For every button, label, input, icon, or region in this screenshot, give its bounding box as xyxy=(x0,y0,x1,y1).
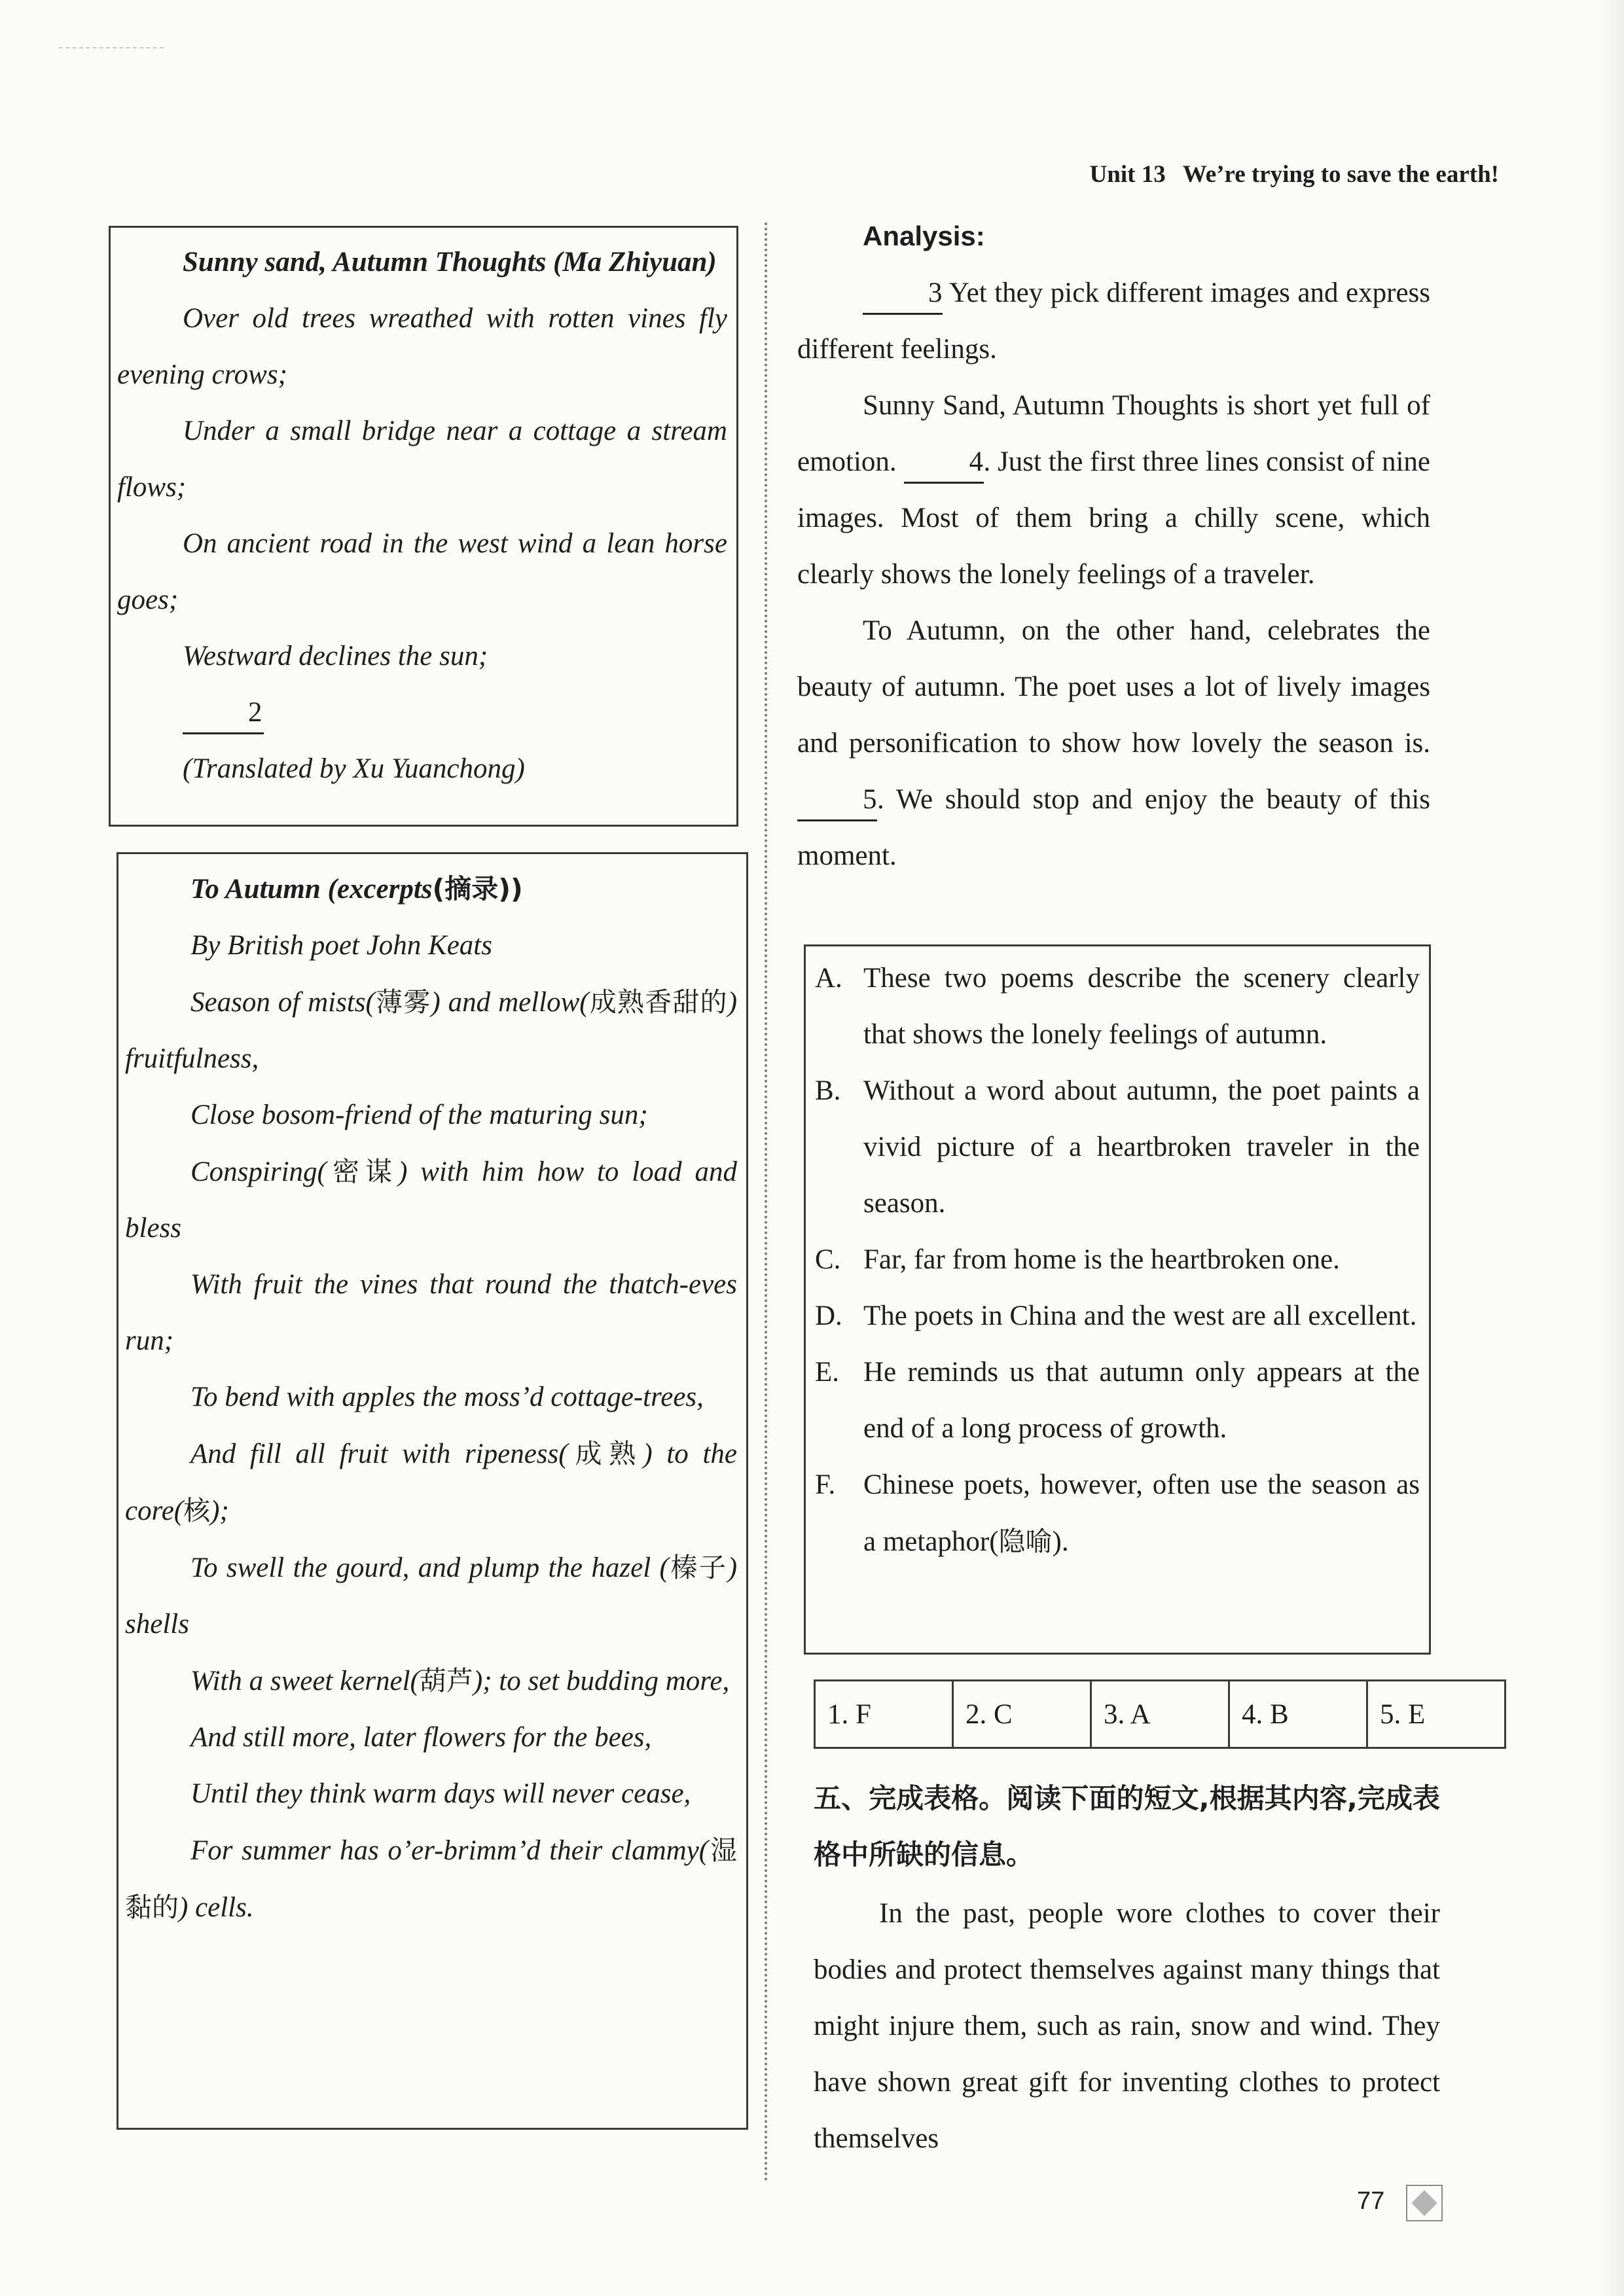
options-box xyxy=(804,944,1431,1655)
analysis-section xyxy=(797,208,1430,884)
poem1-title: Sunny sand, Autumn Thoughts (Ma Zhiyuan) xyxy=(183,247,717,278)
column-divider xyxy=(765,223,767,2183)
poem1-line: On ancient road in the west wind a lean horse goes; xyxy=(117,528,727,615)
option-b: B. Without a word about autumn, the poet paints a vivid picture of a heartbroken traveler in the season. xyxy=(815,1075,1420,1219)
poem2-author: By British poet John Keats xyxy=(190,930,492,961)
option-f: F. Chinese poets, however, often use the season as a metaphor(隐喻). xyxy=(815,1469,1420,1557)
answer-cell: 4. B xyxy=(1229,1681,1367,1748)
answer-table xyxy=(814,1679,1506,1749)
option-a: A. These two poems describe the scenery clearly that shows the lonely feelings of autumn. xyxy=(815,963,1420,1050)
scan-mark xyxy=(59,47,164,48)
blank-5: 5 xyxy=(797,780,877,821)
poem2-title: To Autumn (excerpts(摘录)) xyxy=(190,873,523,905)
option-d: D. The poets in China and the west are all excellent. xyxy=(815,1300,1417,1331)
page-edge-shadow xyxy=(1598,0,1624,2296)
poem1-blank-line xyxy=(117,685,727,741)
poem2-line: To bend with apples the moss’d cottage-trees, xyxy=(190,1382,704,1412)
running-header xyxy=(910,160,1499,188)
poem2-line: Conspiring(密谋) with him how to load and bless xyxy=(125,1156,737,1244)
option-e: E. He reminds us that autumn only appears at the end of a long process of growth. xyxy=(815,1357,1420,1444)
diamond-icon xyxy=(1406,2185,1443,2221)
unit-label: Unit 13 xyxy=(1089,161,1166,188)
poem1-line: Westward declines the sun; xyxy=(183,641,488,672)
poem-box-to-autumn xyxy=(117,852,748,2130)
analysis-paragraph-2: Sunny Sand, Autumn Thoughts is short yet full of emotion. 4. Just the first three lines consist of nine images. Most of them bring a chilly scene, which clearly shows the lonely feelings of a traveler. xyxy=(797,390,1430,590)
unit-title: We’re trying to save the earth! xyxy=(1182,161,1499,188)
option-c: C. Far, far from home is the heartbroken one. xyxy=(815,1244,1340,1275)
poem1-line: Over old trees wreathed with rotten vines fly evening crows; xyxy=(117,303,727,390)
answer-cell: 3. A xyxy=(1091,1681,1229,1748)
section-five xyxy=(814,1770,1440,2167)
section-five-heading: 五、完成表格。阅读下面的短文,根据其内容,完成表格中所缺的信息。 xyxy=(814,1782,1440,1871)
section-five-passage: In the past, people wore clothes to cover their bodies and protect themselves against many things that might injure them, such as rain, snow and wind. They have shown great gift for inventing clothes to protect themselves xyxy=(814,1898,1440,2154)
analysis-title: Analysis: xyxy=(863,221,985,251)
poem2-line: For summer has o’er-brimm’d their clammy(湿黏的) cells. xyxy=(125,1835,738,1923)
poem2-line: With a sweet kernel(葫芦); to set budding more, xyxy=(190,1665,730,1696)
answer-cell: 1. F xyxy=(815,1681,953,1748)
poem2-line: To swell the gourd, and plump the hazel (榛子) shells xyxy=(125,1552,738,1640)
poem2-line: And still more, later flowers for the bees, xyxy=(190,1722,652,1753)
poem2-line: Season of mists(薄雾) and mellow(成熟香甜的) fruitfulness, xyxy=(125,986,738,1074)
answer-cell: 5. E xyxy=(1367,1681,1506,1748)
blank-2: 2 xyxy=(183,693,264,734)
table-row xyxy=(815,1681,1506,1748)
poem2-line: Until they think warm days will never cease, xyxy=(190,1778,691,1809)
poem-box-sunny-sand xyxy=(109,226,738,827)
blank-3: 3 xyxy=(863,274,943,315)
poem2-line: And fill all fruit with ripeness(成熟) to the core(核); xyxy=(125,1438,737,1526)
poem2-line: Close bosom-friend of the maturing sun; xyxy=(190,1100,648,1130)
answer-cell: 2. C xyxy=(953,1681,1091,1748)
poem1-translator: (Translated by Xu Yuanchong) xyxy=(183,753,525,784)
analysis-paragraph-1: 3 Yet they pick different images and express different feelings. xyxy=(797,265,1430,378)
blank-4: 4 xyxy=(904,442,984,484)
poem2-line: With fruit the vines that round the thatch-eves run; xyxy=(125,1269,737,1356)
page-number: 77 xyxy=(1357,2187,1385,2215)
analysis-paragraph-3: To Autumn, on the other hand, celebrates the beauty of autumn. The poet uses a lot of lively images and personification to show how lovely the season is. 5. We should stop and enjoy the beauty of this moment. xyxy=(797,615,1430,871)
poem1-line: Under a small bridge near a cottage a stream flows; xyxy=(117,416,727,503)
